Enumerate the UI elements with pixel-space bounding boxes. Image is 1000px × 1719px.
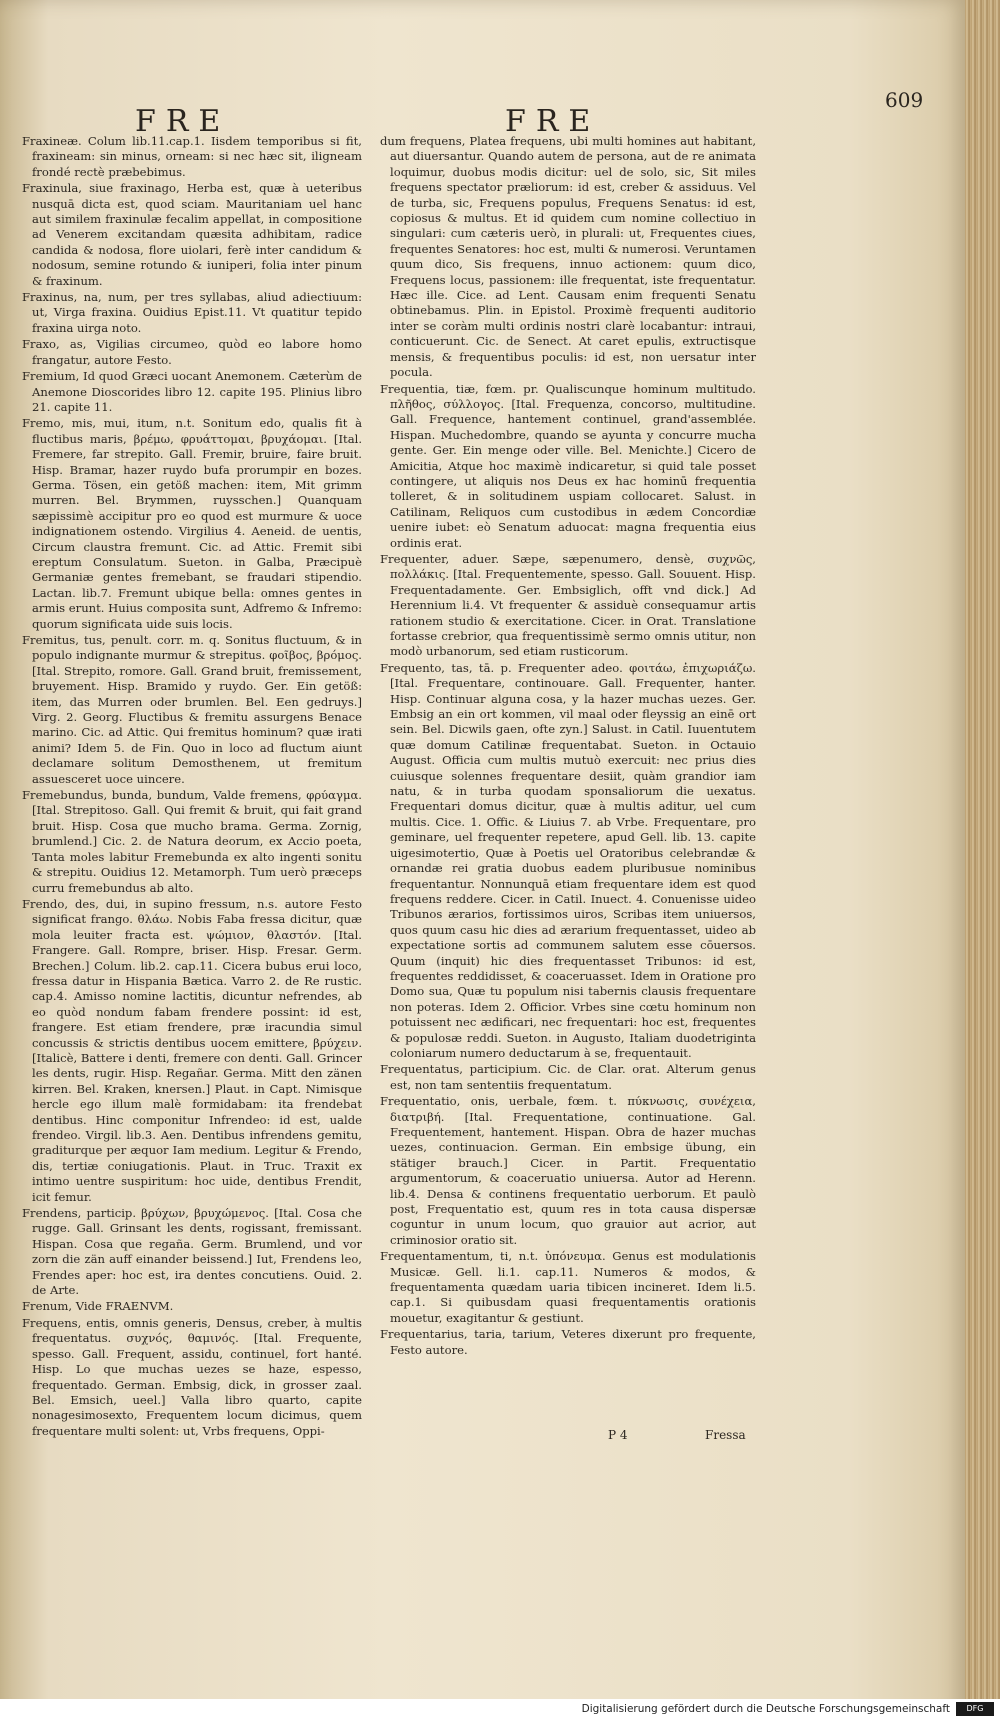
dictionary-entry: Fraxo, as, Vigilias circumeo, quòd eo labore homo frangatur, autore Festo.: [22, 337, 362, 367]
left-text-column: [22, 134, 362, 1574]
dictionary-entry: Fremo, mis, mui, itum, n.t. Sonitum edo, qualis fit à fluctibus maris, βρέμω, φρυάττομαι, βρυχάομαι. [Ital. Fremere, far strepito. Gall. Fremir, bruire, faire bruit. Hisp. Bramar, hazer ruydo bufa prorumpir en bozes. Germa. Tösen, ein getöß machen: item, Mit grimm murren. Bel. Brymmen, ruysschen.] Quanquam sæpissimè accipitur pro eo quod est murmure & uoce indignationem ostendo. Virgilius 4. Aeneid. de uentis, Circum claustra fremunt. Cic. ad Attic. Fremit sibi ereptum Consulatum. Sueton. in Galba, Præcipuè Germaniæ gentes fremebant, se fraudari stipendio. Lactan. lib.7. Fremunt ubique bella: omnes gentes in armis erunt. Huius composita sunt, Adfremo & Infremo: quorum significata uide suis locis.: [22, 416, 362, 631]
dictionary-entry: Fremium, Id quod Græci uocant Anemonem. Cæterùm de Anemone Dioscorides libro 12. capite 195. Plinius libro 21. capite 11.: [22, 369, 362, 414]
dictionary-entry: Fraxineæ. Colum lib.11.cap.1. Iisdem temporibus si fit, fraxineam: sin minus, orneam: si nec hæc sit, iligneam frondé rectè præbebimus.: [22, 134, 362, 179]
catchword: Fressa: [705, 1428, 746, 1442]
dictionary-entry: Frequens, entis, omnis generis, Densus, creber, à multis frequentatus. συχνός, θαμινός. [Ital. Frequente, spesso. Gall. Frequent, assidu, continuel, fort hanté. Hisp. Lo que muchas uezes se haze, espesso, frequentado. German. Embsig, dick, in grosser zaal. Bel. Emsich, ueel.] Valla libro quarto, capite nonagesimosexto, Frequentem locum dicimus, quem frequentare multi solent: ut, Vrbs frequens, Oppi-: [22, 1315, 362, 1438]
dictionary-entry: Frendens, particip. βρύχων, βρυχώμενος. [Ital. Cosa che rugge. Gall. Grinsant les dents, rogissant, fremissant. Hispan. Cosa que regaña. Germ. Brumlend, und vor zorn die zän auff einander beissend.] Iut, Frendens leo, Frendes aper: hoc est, ira dentes concutiens. Ouid. 2. de Arte.: [22, 1206, 362, 1298]
signature-mark: P 4: [608, 1428, 628, 1442]
dictionary-entry: Frequentia, tiæ, fœm. pr. Qualiscunque hominum multitudo. πλῆθος, σύλλογος. [Ital. Frequenza, concorso, multitudine. Gall. Frequence, hantement continuel, grand'assemblée. Hispan. Muchedombre, quando se ayunta y concurre mucha gente. Ger. Ein menge oder ville. Bel. Menichte.] Cicero de Amicitia, Atque hoc maximè indicaretur, si quid tale posset contingere, ut aliquis nos Deus ex hac hominū frequentia tolleret, & in solitudinem uspiam collocaret. Salust. in Catilinam, Reliquos cum custodibus in ædem Concordiæ uenire iubet: eò Senatum aduocat: magna frequentia eius ordinis erat.: [380, 381, 756, 550]
dictionary-entry: Frequentarius, taria, tarium, Veteres dixerunt pro frequente, Festo autore.: [380, 1327, 756, 1357]
page-edges: [965, 0, 1000, 1719]
running-head-left: FRE: [135, 104, 231, 139]
dfg-logo: DFG: [956, 1702, 994, 1716]
dictionary-entry: Frendo, des, dui, in supino fressum, n.s. autore Festo significat frango. θλάω. Nobis Faba fressa dicitur, quæ mola leuiter fracta est. ψώμιον, θλαστόν. [Ital. Frangere. Gall. Rompre, briser. Hisp. Fresar. Germ. Brechen.] Colum. lib.2. cap.11. Cicera bubus erui loco, fressa datur in Hispania Bætica. Varro 2. de Re rustic. cap.4. Amisso nomine lactitis, dicuntur nefrendes, ab eo quòd nondum fabam frendere possint: id est, frangere. Est etiam frendere, præ iracundia simul concussis & strictis dentibus uocem emittere, βρύχειν. [Italicè, Battere i denti, fremere con denti. Gall. Grincer les dents, rugir. Hisp. Regañar. Germa. Mitt den zänen kirren. Bel. Kraken, knersen.] Plaut. in Capt. Nimisque hercle ego illum malè formidabam: ita frendebat dentibus. Hinc componitur Infrendeo: id est, ualde frendeo. Virgil. lib.3. Aen. Dentibus infrendens gemitu, graditurque per æquor Iam medium. Legitur & Frendo, dis, tertiæ coniugationis. Plaut. in Truc. Traxit ex intimo uentre suspiritum: hoc uide, dentibus Frendit, icit femur.: [22, 896, 362, 1204]
right-text-column: [380, 134, 756, 1434]
dictionary-entry: Frequentatio, onis, uerbale, fœm. t. πύκνωσις, συνέχεια, διατριβή. [Ital. Frequentatione, continuatione. Gal. Frequentement, hantement. Hispan. Obra de hazer muchas uezes, continuacion. German. Ein embsige übung, ein stätiger brauch.] Cicer. in Partit. Frequentatio argumentorum, & coaceruatio uniuersa. Autor ad Herenn. lib.4. Densa & continens frequentatio uerborum. Et paulò post, Frequentatio est, quum res in tota causa dispersæ coguntur in unum locum, quo grauior aut acrior, aut criminosior oratio sit.: [380, 1094, 756, 1247]
dictionary-entry: Frequentamentum, ti, n.t. ὑπόνευμα. Genus est modulationis Musicæ. Gell. li.1. cap.11. Numeros & modos, & frequentamenta quædam uaria tibicen incineret. Idem li.5. cap.1. Si quibusdam quasi frequentamentis orationis mouetur, exagitantur & gestiunt.: [380, 1249, 756, 1325]
dictionary-entry: Fremebundus, bunda, bundum, Valde fremens, φρύαγμα. [Ital. Strepitoso. Gall. Qui fremit & bruit, qui fait grand bruit. Hisp. Cosa que mucho brama. Germa. Zornig, brumlend.] Cic. 2. de Natura deorum, ex Accio poeta, Tanta moles labitur Fremebunda ex alto ingenti sonitu & strepitu. Ouidius 12. Metamorph. Tum uerò præceps curru fremebundus ab alto.: [22, 788, 362, 895]
dictionary-entry: Fraxinus, na, num, per tres syllabas, aliud adiectiuum: ut, Virga fraxina. Ouidius Epist.11. Vt quatitur tepido fraxina uirga noto.: [22, 290, 362, 335]
footer-credit: Digitalisierung gefördert durch die Deutsche Forschungsgemeinschaft: [581, 1703, 950, 1715]
digitization-footer: [0, 1699, 1000, 1719]
dictionary-entry: Fremitus, tus, penult. corr. m. q. Sonitus fluctuum, & in populo indignante murmur & strepitus. φοῖβος, βρόμος. [Ital. Strepito, romore. Gall. Grand bruit, fremissement, bruyement. Hisp. Bramido y ruydo. Ger. Ein getöß: item, das Murren oder brumlen. Bel. Een gedruys.] Virg. 2. Georg. Fluctibus & fremitu assurgens Benace marino. Cic. ad Attic. Qui fremitus hominum? quæ irati animi? Idem 5. de Fin. Quo in loco ad fluctum aiunt declamare solitum Demosthenem, ut fremitum assuesceret uoce uincere.: [22, 633, 362, 786]
dictionary-entry: Frequentatus, participium. Cic. de Clar. orat. Alterum genus est, non tam sententiis frequentatum.: [380, 1062, 756, 1092]
dictionary-entry: Frenum, Vide FRAENVM.: [22, 1299, 174, 1314]
dictionary-entry: dum frequens, Platea frequens, ubi multi homines aut habitant, aut diuersantur. Quando autem de persona, aut de re animata loquimur, duobus modis dicitur: uel de solo, sic, Sit miles frequens spectator præliorum: id est, creber & assiduus. Vel de turba, sic, Frequens populus, Frequens Senatus: id est, copiosus & multus. Et id quidem cum nomine collectiuo in singulari: cum cæteris uerò, in plurali: ut, Frequentes ciues, frequentes Senatores: hoc est, multi & numerosi. Veruntamen quum dico, Sis frequens, innuo actionem: quum dico, Frequens locus, passionem: ille frequentat, iste frequentatur. Hæc ille. Cice. ad Lent. Causam enim frequenti Senatu obtinebamus. Plin. in Epistol. Proximè frequenti auditorio inter se coràm multi ordinis nostri clarè locabantur: intraui, conticuerunt. Cic. de Senect. At caret epulis, extructisque mensis, & frequentibus poculis: id est, non uersatur inter pocula.: [380, 134, 756, 380]
page-number: 609: [885, 88, 924, 112]
dictionary-entry: Fraxinula, siue fraxinago, Herba est, quæ à ueteribus nusquā dicta est, quod sciam. Mauritaniam uel hanc aut similem fraxinulæ fecalim appellat, in compositione ad Venerem excitandam quæsita adhibitam, radice candida & nodosa, flore uiolari, ferè inter candidum & nodosum, semine rotundo & iuniperi, folia inter pinum & fraxinum.: [22, 181, 362, 288]
dictionary-entry: Frequento, tas, tā. p. Frequenter adeo. φοιτάω, ἐπιχωριάζω. [Ital. Frequentare, continouare. Gall. Frequenter, hanter. Hisp. Continuar alguna cosa, y la hazer muchas uezes. Ger. Embsig an ein ort kommen, vil maal oder fleyssig an einē ort sein. Bel. Dicwils gaen, ofte zyn.] Salust. in Catil. Iuuentutem quæ domum Catilinæ frequentabat. Sueton. in Octauio August. Officia cum multis mutuò exercuit: nec prius dies cuiusque solennes frequentare desiit, quàm grandior iam natu, & in turba quodam sponsaliorum die uexatus. Frequentari domus dicitur, quæ à multis aditur, uel cum multis. Cice. 1. Offic. & Liuius 7. ab Vrbe. Frequentare, pro geminare, uel frequenter repetere, apud Gell. lib. 13. capite uigesimotertio, Quæ à Poetis uel Oratoribus celebrandæ & ornandæ rei gratia duobus eadem pluribusue nominibus frequentantur. Nonnunquā etiam frequentare idem est quod frequens reddere. Cicer. in Catil. Inuect. 4. Conuenisse uideo Tribunos ærarios, fortissimos uiros, Scribas item uniuersos, quos quum casu hic dies ad ærarium frequentasset, uideo ab expectatione sortis ad communem salutem esse cōuersos. Quum (inquit) hic dies frequentasset Tribunos: id est, frequentes reddidisset, & coaceruasset. Idem in Oratione pro Domo sua, Quæ tu populum nisi tabernis clausis frequentare non poteras. Idem 2. Officior. Vrbes sine cœtu hominum non potuissent nec ædificari, nec frequentari: hoc est, frequentes & populosæ reddi. Sueton. in Augusto, Italiam duodetriginta coloniarum numero deductarum à se, frequentauit.: [380, 660, 756, 1060]
dictionary-entry: Frequenter, aduer. Sæpe, sæpenumero, densè, συχνῶς, πολλάκις. [Ital. Frequentemente, spesso. Gall. Souuent. Hisp. Frequentadamente. Ger. Embsiglich, offt vnd dick.] Ad Herennium li.4. Vt frequenter & assiduè consequamur artis rationem studio & exercitatione. Cicer. in Orat. Translatione fortasse crebrior, qua frequentissimè sermo omnis utitur, non modò urbanorum, sed etiam rusticorum.: [380, 551, 756, 659]
running-head-right: FRE: [505, 104, 601, 139]
